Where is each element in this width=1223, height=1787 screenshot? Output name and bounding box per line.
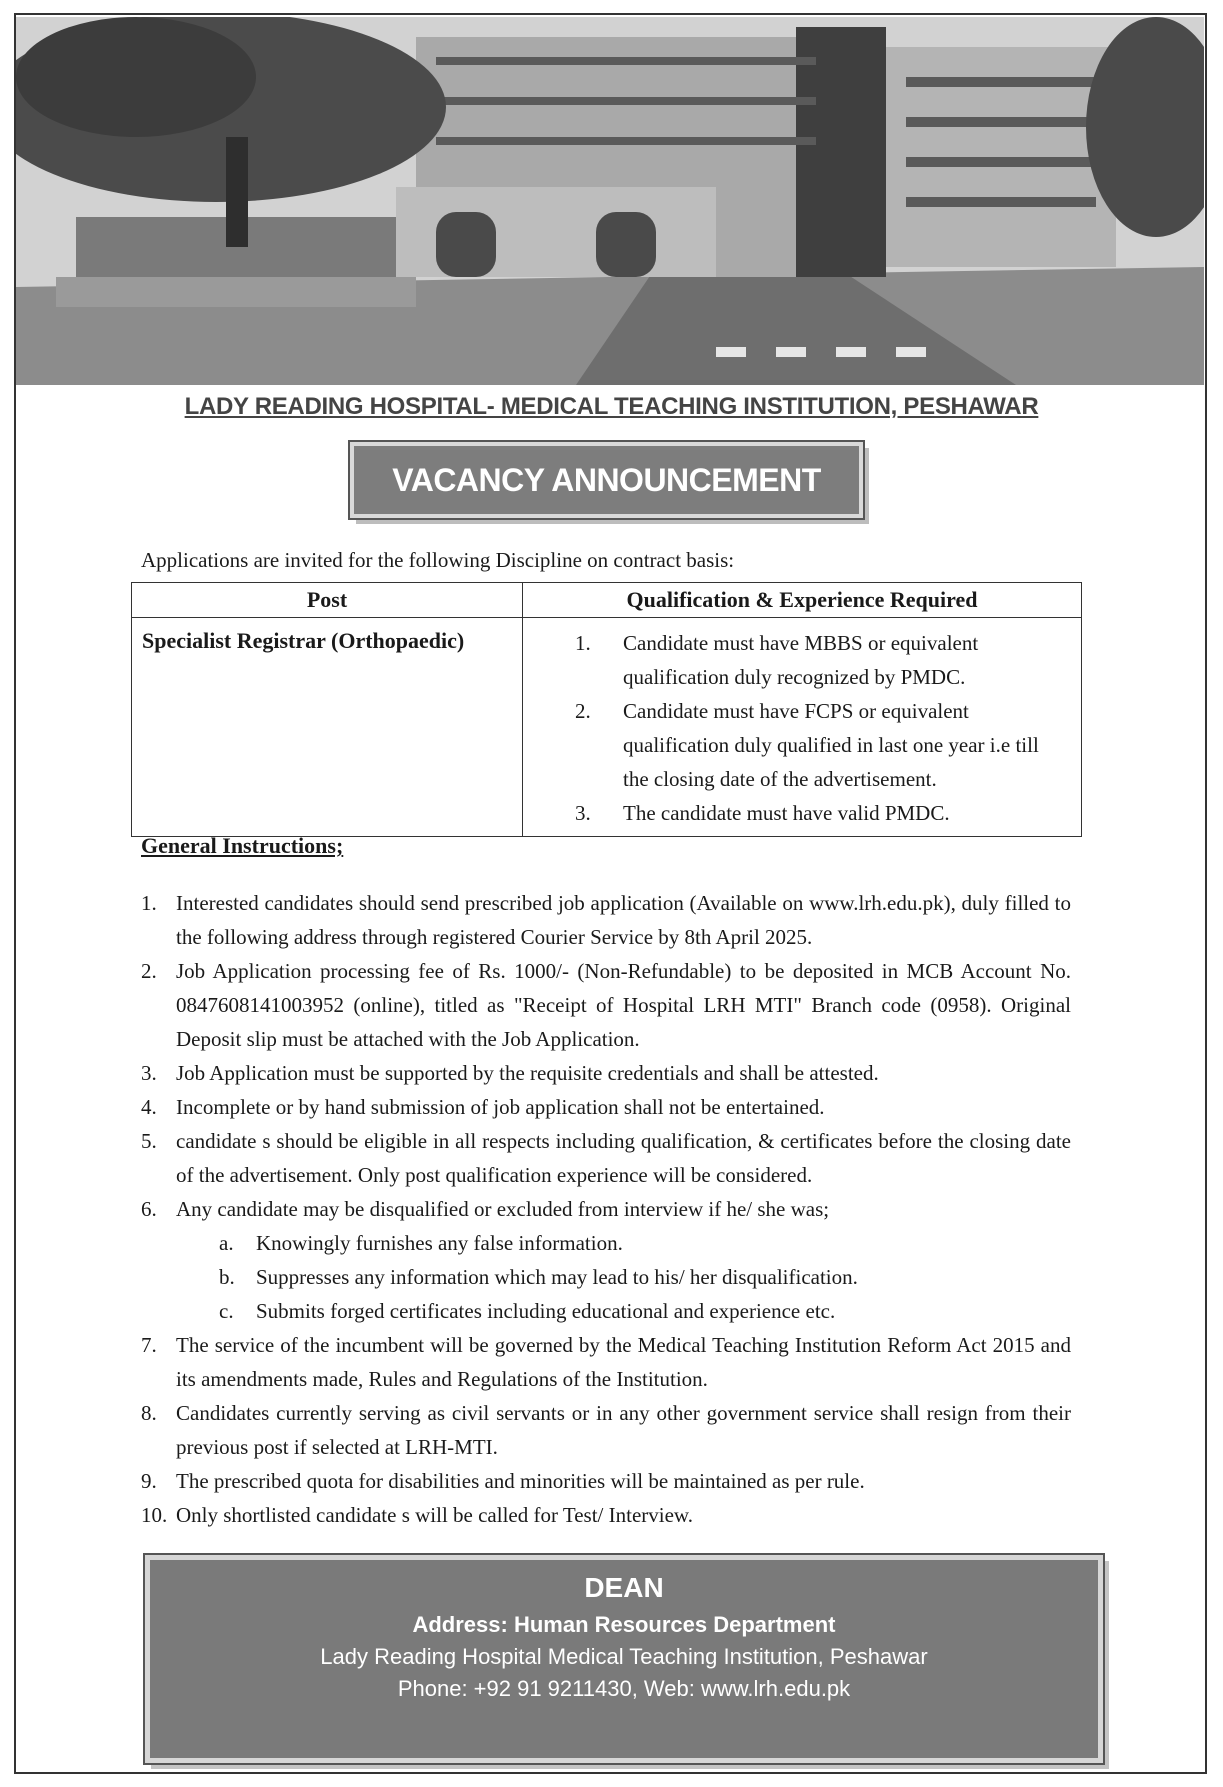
contact-phone-web: Phone: +92 91 9211430, Web: www.lrh.edu.pk xyxy=(397,1676,851,1701)
list-item: 1. Candidate must have MBBS or equivalent qualification duly recognized by PMDC. xyxy=(575,631,979,689)
list-item: 3. Job Application must be supported by the requisite credentials and shall be attested. xyxy=(141,1061,879,1085)
contact-address-label: Address: Human Resources Department xyxy=(412,1612,836,1637)
list-item: 10. Only shortlisted candidate s will be called for Test/ Interview. xyxy=(141,1503,693,1527)
hospital-building-photo xyxy=(16,17,1204,385)
vacancy-table xyxy=(131,582,1082,837)
list-item: 9. The prescribed quota for disabilities and minorities will be maintained as per rule. xyxy=(141,1469,865,1493)
hospital-title: LADY READING HOSPITAL- MEDICAL TEACHING INSTITUTION, PESHAWAR xyxy=(184,393,1039,420)
list-item: 4. Incomplete or by hand submission of job application shall not be entertained. xyxy=(141,1095,825,1119)
header-post: Post xyxy=(132,583,523,618)
list-item: 8. Candidates currently serving as civil servants or in any other government service shall resign from their previous post if selected at LRH-MTI. xyxy=(141,1401,1071,1459)
contact-institution: Lady Reading Hospital Medical Teaching Institution, Peshawar xyxy=(320,1644,928,1669)
qualifications-list xyxy=(535,626,1069,830)
instructions-list xyxy=(141,886,1071,1532)
list-item: 3. The candidate must have valid PMDC. xyxy=(575,801,950,825)
post-name: Specialist Registrar (Orthopaedic) xyxy=(132,618,523,837)
sub-list-item: b. Suppresses any information which may lead to his/ her disqualification. xyxy=(219,1265,858,1289)
header-qualification: Qualification & Experience Required xyxy=(523,583,1082,618)
list-item: 5. candidate s should be eligible in all respects including qualification, & certificates before the closing date of the advertisement. Only post qualification experience will be considered. xyxy=(141,1129,1071,1187)
table-header-row xyxy=(132,583,1082,618)
announcement-title: VACANCY ANNOUNCEMENT xyxy=(392,461,821,498)
contact-title: DEAN xyxy=(584,1572,664,1603)
sub-list-item: c. Submits forged certificates including educational and experience etc. xyxy=(219,1299,836,1323)
list-item: 2. Candidate must have FCPS or equivalent qualification duly qualified in last one year i.e till the closing date of the advertisement. xyxy=(575,699,1039,791)
intro-text: Applications are invited for the following Discipline on contract basis: xyxy=(141,548,735,572)
qualifications-cell xyxy=(523,618,1082,837)
announcement-title-box xyxy=(350,442,863,518)
sub-list-item: a. Knowingly furnishes any false information. xyxy=(219,1231,623,1255)
list-item: 2. Job Application processing fee of Rs. 1000/- (Non-Refundable) to be deposited in MCB Account No. 0847608141003952 (online), titled as "Receipt of Hospital LRH MTI" Branch code (0958). Original Deposit slip must be attached with the Job Application. xyxy=(141,959,1071,1051)
list-item: 7. The service of the incumbent will be governed by the Medical Teaching Institution Reform Act 2015 and its amendments made, Rules and Regulations of the Institution. xyxy=(141,1333,1071,1391)
list-item: 1. Interested candidates should send prescribed job application (Available on www.lrh.edu.pk), duly filled to the following address through registered Courier Service by 8th April 2025. xyxy=(141,891,1071,949)
table-row xyxy=(132,618,1082,837)
list-item: 6. Any candidate may be disqualified or excluded from interview if he/ she was; xyxy=(141,1197,830,1221)
general-instructions-heading: General Instructions; xyxy=(141,833,344,858)
contact-box xyxy=(145,1555,1103,1763)
